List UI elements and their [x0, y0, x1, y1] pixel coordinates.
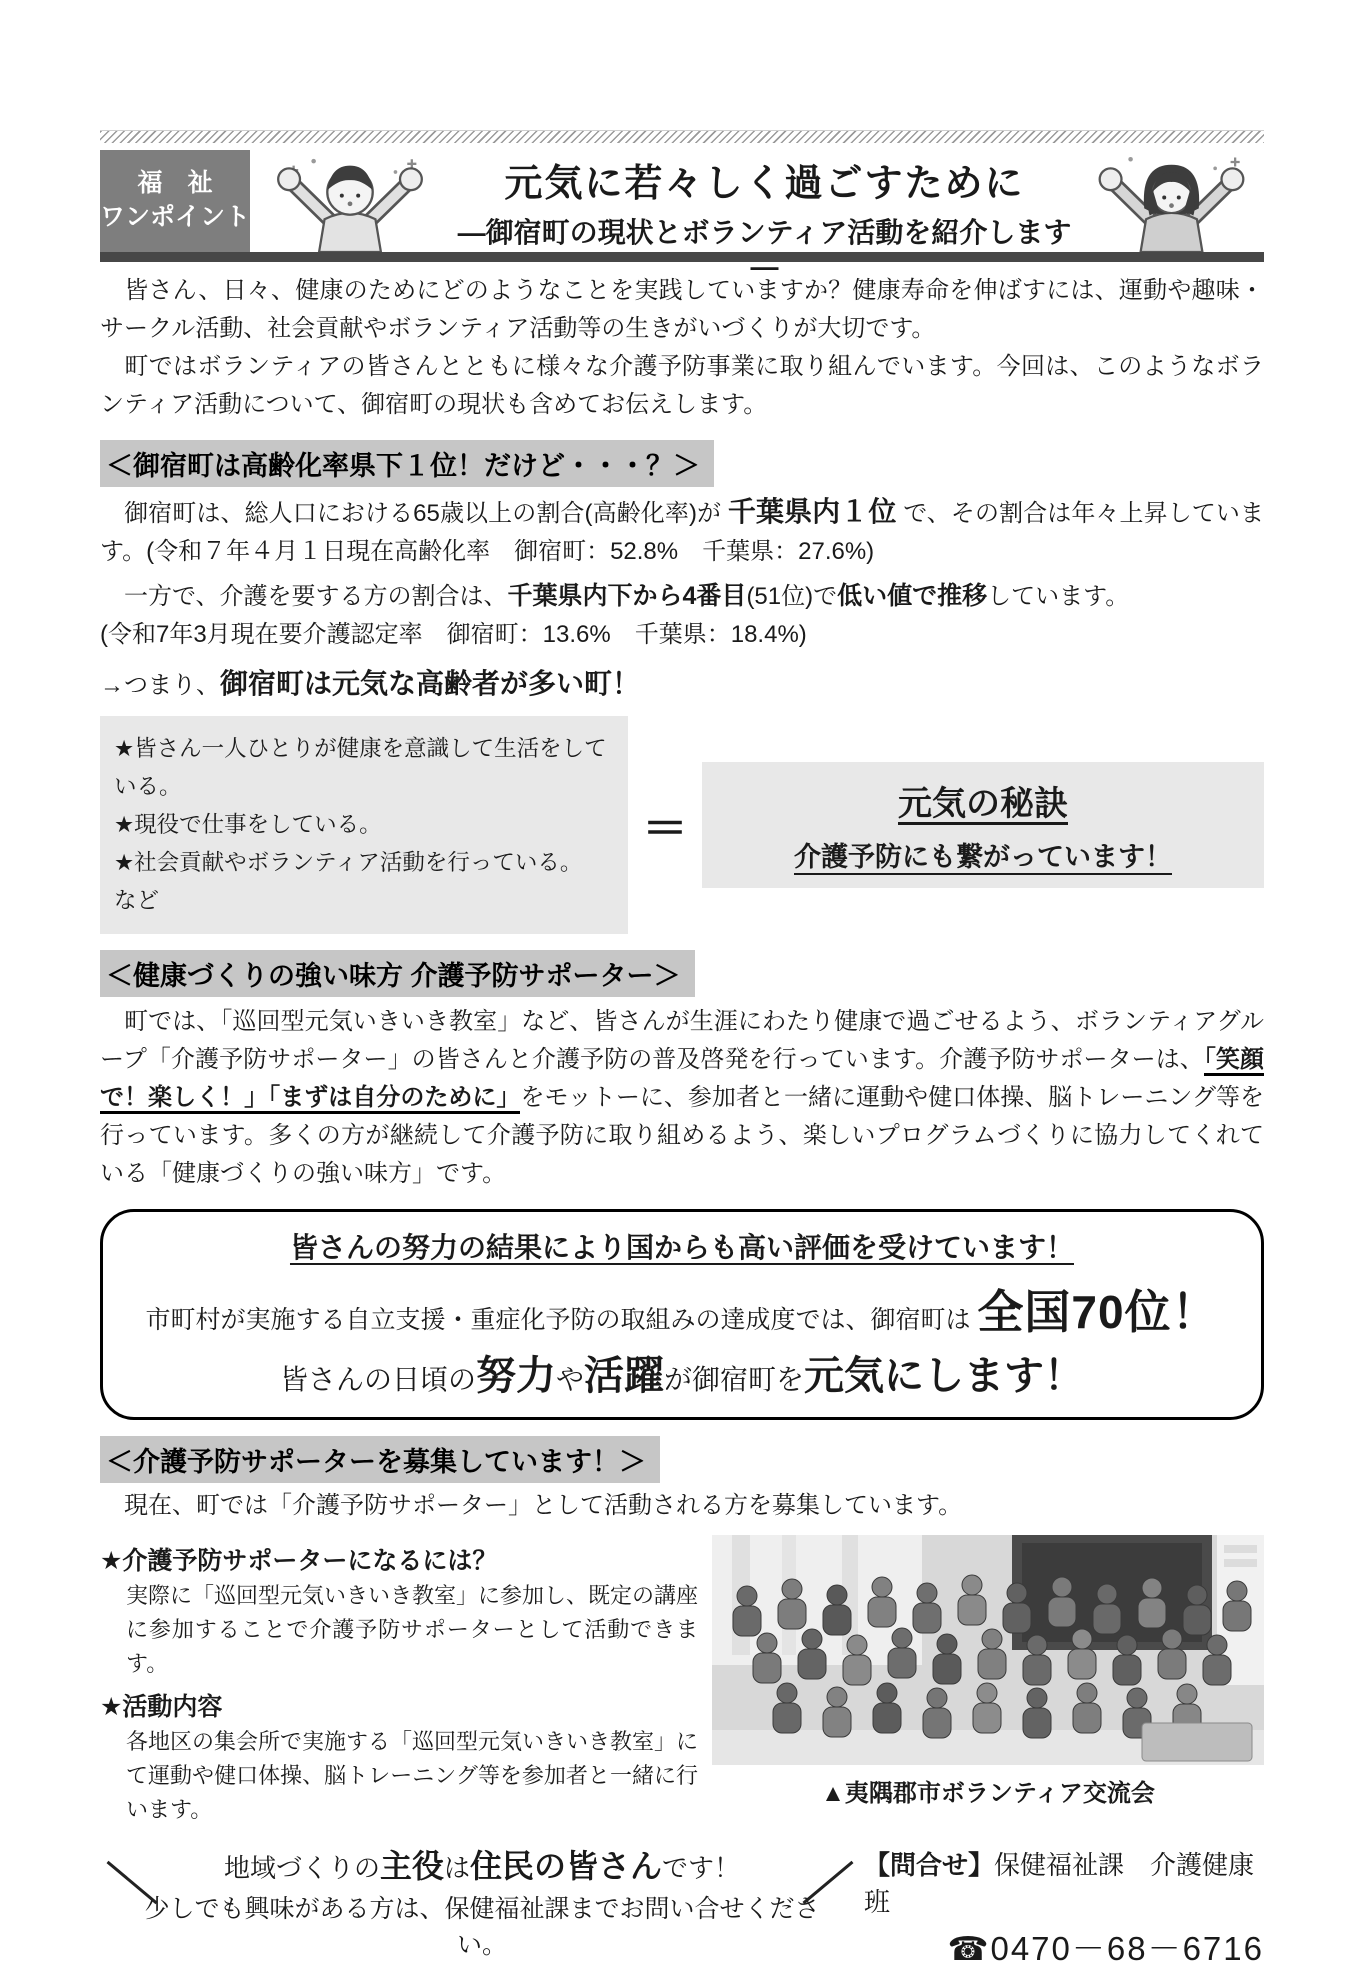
s2-post: をモットーに、参加者と一緒に運動や健口体操、脳トレーニング等を行っています。多くの方が継続して介護予防に取り組めるよう、楽しいプログラムづくりに協力してくれている「健康づくりの強い味方」です。 — [100, 1084, 1264, 1187]
s1p2-mid: (51位)で — [746, 583, 838, 610]
section3-heading: ＜介護予防サポーターを募集しています！＞ — [100, 1436, 660, 1483]
howto-body: 実際に「巡回型元気いきいき教室」に参加し、既定の講座に参加することで介護予防サポーターとして活動できます。 — [126, 1583, 699, 1676]
hatched-divider — [100, 130, 1264, 143]
phone-number: ☎0470－68－6716 — [947, 1930, 1264, 1967]
recruit-columns — [100, 1535, 1264, 1831]
recruit-details — [100, 1535, 712, 1831]
contact-label: 【問合せ】 — [864, 1850, 995, 1880]
header-titles — [450, 150, 1079, 282]
award-line3 — [127, 1344, 1237, 1401]
award-l3-f: 元気にします！ — [804, 1354, 1085, 1398]
badge-line2: ワンポイント — [100, 203, 251, 231]
s2-motto: 「笑顔で！楽しく！」「まずは自分のために」 — [100, 1046, 1264, 1114]
health-equation — [100, 716, 1264, 934]
arrow-em: 御宿町は元気な高齢者が多い町！ — [220, 668, 641, 699]
equals-sign: ＝ — [642, 802, 688, 854]
s1p2-pre: 一方で、介護を要する方の割合は、 — [100, 583, 508, 610]
photo-column — [712, 1535, 1264, 1831]
s1p2-post: しています。 — [987, 583, 1130, 610]
award-l3-c: や — [555, 1364, 584, 1395]
activity-title: ★活動内容 — [100, 1693, 223, 1721]
activity-body: 各地区の集会所で実施する「巡回型元気いきいき教室」にて運動や健口体操、脳トレーニング等を参加者と一緒に行います。 — [126, 1729, 699, 1822]
s1p2-note: (令和7年3月現在要介護認定率 御宿町：13.6% 千葉県：18.4%) — [100, 621, 807, 648]
footer — [100, 1833, 1264, 1970]
slogan-b: 主役 — [379, 1848, 444, 1884]
slogan-block — [100, 1833, 864, 1970]
slogan-a: 地域づくりの — [223, 1853, 380, 1883]
arrow-pre: →つまり、 — [100, 672, 220, 699]
habit-item-3: ★社会貢献やボランティア活動を行っている。 など — [114, 850, 594, 913]
section3-paragraph: 現在、町では「介護予防サポーター」として活動される方を募集しています。 — [100, 1492, 963, 1519]
section2-heading: ＜健康づくりの強い味方 介護予防サポーター＞ — [100, 950, 695, 997]
section2-paragraph — [100, 1003, 1264, 1193]
section1-heading: ＜御宿町は高齢化率県下１位！だけど・・・？＞ — [100, 440, 714, 487]
header — [100, 150, 1264, 282]
s1p1-em: 千葉県内１位 — [727, 496, 897, 527]
photo-caption: ▲夷隅郡市ボランティア交流会 — [821, 1780, 1155, 1807]
page-title: 元気に若々しく過ごすために — [504, 163, 1025, 205]
section1-conclusion — [100, 662, 1264, 702]
cheering-boy-icon — [250, 152, 450, 252]
slogan-line2: 少しでも興味がある方は、保健福祉課までお問い合せください。 — [144, 1895, 820, 1959]
award-line2 — [127, 1276, 1237, 1342]
award-l3-b: 努力 — [475, 1354, 556, 1398]
award-l3-d: 活躍 — [584, 1354, 664, 1398]
habit-item-1: ★皆さん一人ひとりが健康を意識して生活をしている。 — [114, 736, 607, 799]
genki-secret-box — [702, 762, 1264, 888]
secret-subtitle: 介護予防にも繋がっています！ — [794, 842, 1172, 872]
contact-name: 保健福祉課 介護健康班 — [864, 1850, 1255, 1917]
secret-title: 元気の秘訣 — [898, 785, 1068, 823]
award-title: 皆さんの努力の結果により国からも高い評価を受けています！ — [289, 1232, 1074, 1263]
intro-paragraph-1: 皆さん、日々、健康のためにどのようなことを実践していますか？健康寿命を伸ばすには、運動や趣味・サークル活動、社会貢献やボランティア活動等の生きがいづくりが大切です。 — [100, 277, 1264, 342]
badge-line1: 福 祉 — [137, 169, 213, 198]
group-photo — [712, 1535, 1264, 1765]
slogan-line1 — [130, 1841, 834, 1887]
newsletter-page — [100, 130, 1264, 1970]
page-subtitle: ―御宿町の現状とボランティア活動を紹介します― — [457, 217, 1072, 282]
contact-line — [864, 1845, 1264, 1919]
health-habits-box — [100, 716, 628, 934]
section1-paragraph-2 — [100, 577, 1264, 654]
national-ranking-box — [100, 1209, 1264, 1420]
s1p2-em2: 低い値で推移 — [837, 582, 988, 610]
award-l3-a: 皆さんの日頃の — [279, 1364, 476, 1395]
award-l2-pre: 市町村が実施する自立支援・重症化予防の取組みの達成度では、御宿町は — [145, 1306, 978, 1334]
slogan-e: です！ — [662, 1853, 741, 1883]
s1p2-em1: 千葉県内下から4番目 — [507, 582, 747, 610]
slogan-d: 住民の皆さん — [470, 1848, 663, 1884]
award-rank: 全国70位！ — [977, 1286, 1219, 1338]
s1p1-post: で、その割合は年々上昇しています。(令和７年４月１日現在高齢化率 御宿町：52.8% 千葉県：27.6%) — [100, 500, 1264, 565]
s2-pre: 町では、「巡回型元気いきいき教室」など、皆さんが生涯にわたり健康で過ごせるよう、ボランティアグループ「介護予防サポーター」の皆さんと介護予防の普及啓発を行っています。介護予防サポーターは、 — [100, 1008, 1264, 1073]
category-badge — [100, 150, 250, 252]
howto-title: ★介護予防サポーターになるには？ — [100, 1547, 498, 1575]
contact-block — [864, 1833, 1264, 1970]
award-l3-e: が御宿町を — [664, 1364, 805, 1395]
habit-item-2: ★現役で仕事をしている。 — [114, 812, 382, 837]
s1p1-pre: 御宿町は、総人口における65歳以上の割合(高齢化率)が — [100, 500, 728, 527]
slogan-c: は — [443, 1853, 470, 1883]
cheering-girl-icon — [1079, 152, 1264, 252]
section1-paragraph-1 — [100, 493, 1264, 571]
intro-paragraph-2: 町ではボランティアの皆さんとともに様々な介護予防事業に取り組んでいます。今回は、このようなボランティア活動について、御宿町の現状も含めてお伝えします。 — [100, 353, 1264, 418]
